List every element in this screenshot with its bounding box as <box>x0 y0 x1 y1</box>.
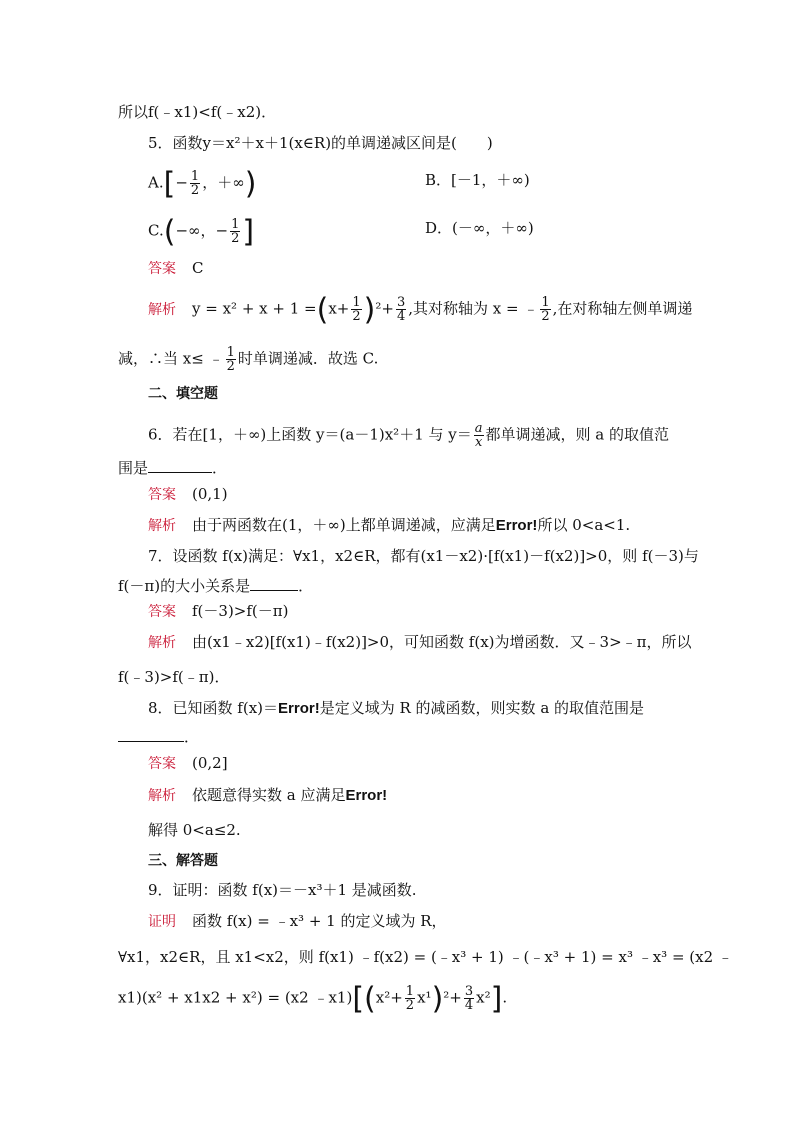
numerator: 3 <box>464 984 474 999</box>
bracket: ) <box>363 292 376 328</box>
denominator: 2 <box>405 998 415 1013</box>
proof-line-3 <box>118 981 508 1017</box>
answer-blank <box>148 458 212 473</box>
fraction <box>405 985 415 1012</box>
question-8-stem <box>148 698 644 719</box>
answer-line <box>148 484 228 505</box>
analysis-text: 由(x1﹣x2)[f(x1)﹣f(x2)]>0，可知函数 f(x)为增函数．又﹣3>﹣π，所以 <box>192 633 692 651</box>
analysis-text: 由于两函数在(1，＋∞)上都单调递减，应满足 <box>192 516 496 534</box>
analysis-label: 解析 <box>148 788 176 804</box>
bracket: ( <box>163 214 176 250</box>
question-text: f(－π)的大小关系是 <box>118 577 251 595</box>
analysis-text: ,在对称轴左侧单调递 <box>552 299 693 318</box>
option-text: −∞，− <box>175 221 229 240</box>
fraction <box>190 170 200 197</box>
option-label: A. <box>148 173 164 192</box>
analysis-text: y = x² + x + 1 = <box>192 299 317 318</box>
proof-text: x¹ <box>417 988 432 1007</box>
answer-value: (0,2] <box>192 754 228 772</box>
text-line: 所以f(﹣x1)<f(﹣x2)． <box>118 103 277 121</box>
bracket: ] <box>490 981 503 1017</box>
option-c <box>148 214 255 250</box>
fraction <box>351 296 361 323</box>
analysis-continued: f(﹣3)>f(﹣π)． <box>118 668 230 686</box>
denominator: 2 <box>352 309 361 324</box>
question-6-stem-2 <box>118 458 227 478</box>
numerator: 1 <box>226 345 235 360</box>
option-label: C. <box>148 221 164 240</box>
answer-line <box>148 601 288 622</box>
analysis-text: 依题意得实数 a 应满足 <box>192 786 346 804</box>
analysis-label: 解析 <box>148 635 176 651</box>
analysis-line <box>148 632 692 653</box>
denominator: 4 <box>396 309 406 324</box>
option-a <box>148 166 257 202</box>
proof-line-2: ∀x1，x2∈R，且 x1<x2，则 f(x1) ﹣f(x2) = (﹣x³ + 1) ﹣(﹣x³ + 1) = x³ ﹣x³ = (x2 ﹣ <box>118 948 733 966</box>
option-text: − <box>175 173 188 192</box>
error-text: Error! <box>345 787 388 804</box>
section-heading-fill-in: 二、填空题 <box>148 386 218 402</box>
proof-text: x1)(x² + x1x2 + x²) = (x2 ﹣x1) <box>118 988 353 1007</box>
answer-label: 答案 <box>148 261 176 277</box>
analysis-text: x+ <box>328 299 350 318</box>
analysis-line <box>148 292 693 328</box>
denominator: 4 <box>464 998 474 1013</box>
numerator: 3 <box>396 295 406 310</box>
question-text: 围是 <box>118 459 149 477</box>
denominator: 2 <box>190 183 200 198</box>
proof-text: ²+ <box>443 988 462 1007</box>
question-7-stem-2 <box>118 576 313 596</box>
answer-value: f(－3)>f(－π) <box>192 602 289 620</box>
numerator: 1 <box>352 295 361 310</box>
analysis-text: 所以 0<a<1. <box>537 516 631 534</box>
fraction <box>226 346 236 373</box>
option-text: ，＋∞ <box>202 173 245 192</box>
solution-line: 解得 0<a≤2. <box>148 821 241 839</box>
bracket: ( <box>364 981 376 1017</box>
question-text: ． <box>184 728 200 746</box>
analysis-text: 减，∴当 x≤ ﹣ <box>118 349 224 368</box>
proof-text: . <box>502 988 508 1007</box>
answer-line <box>148 753 228 774</box>
question-text: 8．已知函数 f(x)＝ <box>148 699 279 717</box>
answer-label: 答案 <box>148 756 176 772</box>
denominator: 2 <box>226 359 235 374</box>
numerator: 1 <box>190 169 200 184</box>
denominator: 2 <box>541 309 550 324</box>
answer-value: C <box>192 259 204 277</box>
numerator: a <box>474 421 483 436</box>
denominator: x <box>474 435 483 450</box>
question-text: ． <box>298 577 314 595</box>
section-heading-answer: 三、解答题 <box>148 853 218 869</box>
answer-label: 答案 <box>148 604 176 620</box>
fraction <box>396 296 406 323</box>
bracket: [ <box>352 981 365 1017</box>
proof-text: x² <box>476 988 491 1007</box>
analysis-text: 时单调递减．故选 C. <box>237 349 379 368</box>
answer-blank <box>250 576 298 591</box>
question-7-stem: 7．设函数 f(x)满足：∀x1，x2∈R，都有(x1－x2)·[f(x1)－f(x2)]>0，则 f(－3)与 <box>148 547 699 565</box>
question-9-stem: 9．证明：函数 f(x)＝－x³＋1 是减函数. <box>148 881 417 899</box>
bracket: ) <box>431 981 444 1017</box>
bracket: [ <box>163 166 176 202</box>
analysis-text: ,其对称轴为 x = ﹣ <box>408 299 539 318</box>
error-text: Error! <box>495 517 538 534</box>
answer-value: (0,1) <box>192 485 228 503</box>
question-text: 是定义域为 R 的减函数，则实数 a 的取值范围是 <box>319 699 645 717</box>
question-text: ． <box>212 459 228 477</box>
proof-text: x²+ <box>375 988 403 1007</box>
analysis-label: 解析 <box>148 518 176 534</box>
error-text: Error! <box>278 700 320 717</box>
answer-label: 答案 <box>148 487 176 503</box>
question-6-stem <box>148 422 669 449</box>
bracket: ( <box>316 292 329 328</box>
fraction <box>474 422 484 449</box>
question-8-stem-2 <box>118 727 199 747</box>
proof-line <box>148 911 447 932</box>
answer-line <box>148 258 203 279</box>
option-b: B．[－1，＋∞) <box>425 171 530 189</box>
option-d: D．(－∞，＋∞) <box>425 219 534 237</box>
analysis-continued <box>118 346 378 373</box>
numerator: 1 <box>541 295 550 310</box>
proof-text: 函数 f(x) = ﹣x³ + 1 的定义域为 R， <box>192 912 447 930</box>
denominator: 2 <box>231 231 240 246</box>
fraction <box>464 985 474 1012</box>
question-text: 都单调递减，则 a 的取值范 <box>485 425 669 444</box>
question-text: 6．若在[1，＋∞)上函数 y＝(a－1)x²＋1 与 y＝ <box>148 425 472 444</box>
analysis-label: 解析 <box>148 301 176 318</box>
analysis-line <box>148 515 630 536</box>
numerator: 1 <box>405 984 415 999</box>
proof-label: 证明 <box>148 914 176 930</box>
fraction <box>540 296 550 323</box>
fraction <box>230 218 240 245</box>
analysis-text: ²+ <box>375 299 394 318</box>
analysis-line <box>148 785 387 806</box>
bracket: ] <box>242 214 255 250</box>
bracket: ) <box>244 166 257 202</box>
numerator: 1 <box>231 217 240 232</box>
question-5-stem: 5．函数y＝x²＋x＋1(x∈R)的单调递减区间是( ) <box>148 134 493 152</box>
answer-blank <box>118 727 184 742</box>
